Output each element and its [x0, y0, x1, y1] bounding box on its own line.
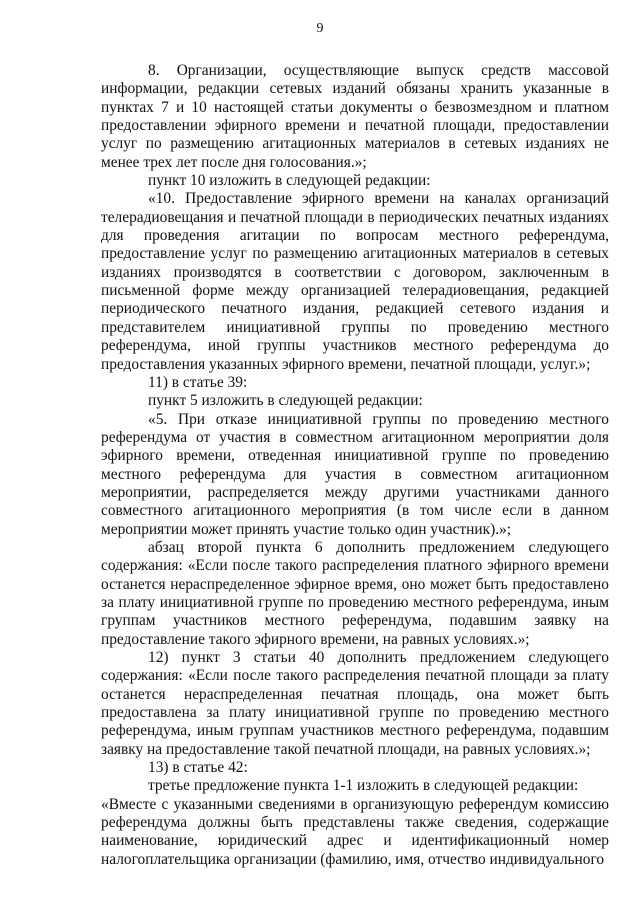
page-number: 9 [316, 21, 324, 36]
paragraph-7: абзац второй пункта 6 дополнить предложением следующего содержания: «Если после такого распределения платного эфирного времени останется нераспределенное эфирное время, оно может быть предоставлено за плату инициативной группе по проведению местного референдума, иным группам участников местного референдума, подавшим заявку на предоставление такого эфирного времени, на равных условиях.»; [101, 538, 609, 648]
paragraph-4: 11) в статье 39: [148, 373, 248, 391]
paragraph-10: третье предложение пункта 1-1 изложить в следующей редакции: [148, 777, 579, 795]
paragraph-3: «10. Предоставление эфирного времени на каналах организаций телерадиовещания и печатной площади в периодических печатных изданиях для проведения агитации по вопросам местного референдума, предоставление услуг по размещению агитационных материалов в сетевых изданиях производятся в соответствии с договором, заключенным в письменной форме между организацией телерадиовещания, редакцией периодического печатного издания, редакцией сетевого издания и представителем инициативной группы по проведению местного референдума, иной группы участников местного референдума до предоставления указанных эфирного времени, печатной площади, услуг.»; [101, 190, 609, 373]
paragraph-6: «5. При отказе инициативной группы по проведению местного референдума от участия в совместном агитационном мероприятии доля эфирного времени, отведенная инициативной группе по проведению местного референдума для участия в совместном агитационном мероприятии, распределяется между другими участниками данного совместного агитационного мероприятия (в том числе если в данном мероприятии может принять участие только один участник).»; [101, 410, 609, 538]
paragraph-1: 8. Организации, осуществляющие выпуск средств массовой информации, редакции сетевых изданий обязаны хранить указанные в пунктах 7 и 10 настоящей статьи документы о безвозмездном и платном предоставлении эфирного времени и печатной площади, предоставлении услуг по размещению агитационных материалов в сетевых изданиях не менее трех лет после дня голосования.»; [101, 62, 609, 171]
document-body [101, 62, 609, 869]
paragraph-11: «Вместе с указанными сведениями в организующую референдум комиссию референдума должны быть представлены также сведения, содержащие наименование, юридический адрес и идентификационный номер налогоплательщика организации (фамилию, имя, отчество индивидуального [101, 795, 609, 868]
paragraph-9: 13) в статье 42: [148, 759, 248, 777]
paragraph-8: 12) пункт 3 статьи 40 дополнить предложением следующего содержания: «Если после такого распределения печатной площади за плату останется нераспределенная печатная площадь, она может быть предоставлена за плату инициативной группе по проведению местного референдума, иным группам участников местного референдума, подавшим заявку на предоставление такой печатной площади, на равных условиях.»; [101, 649, 609, 758]
paragraph-5: пункт 5 изложить в следующей редакции: [148, 392, 423, 410]
paragraph-2: пункт 10 изложить в следующей редакции: [148, 172, 431, 190]
